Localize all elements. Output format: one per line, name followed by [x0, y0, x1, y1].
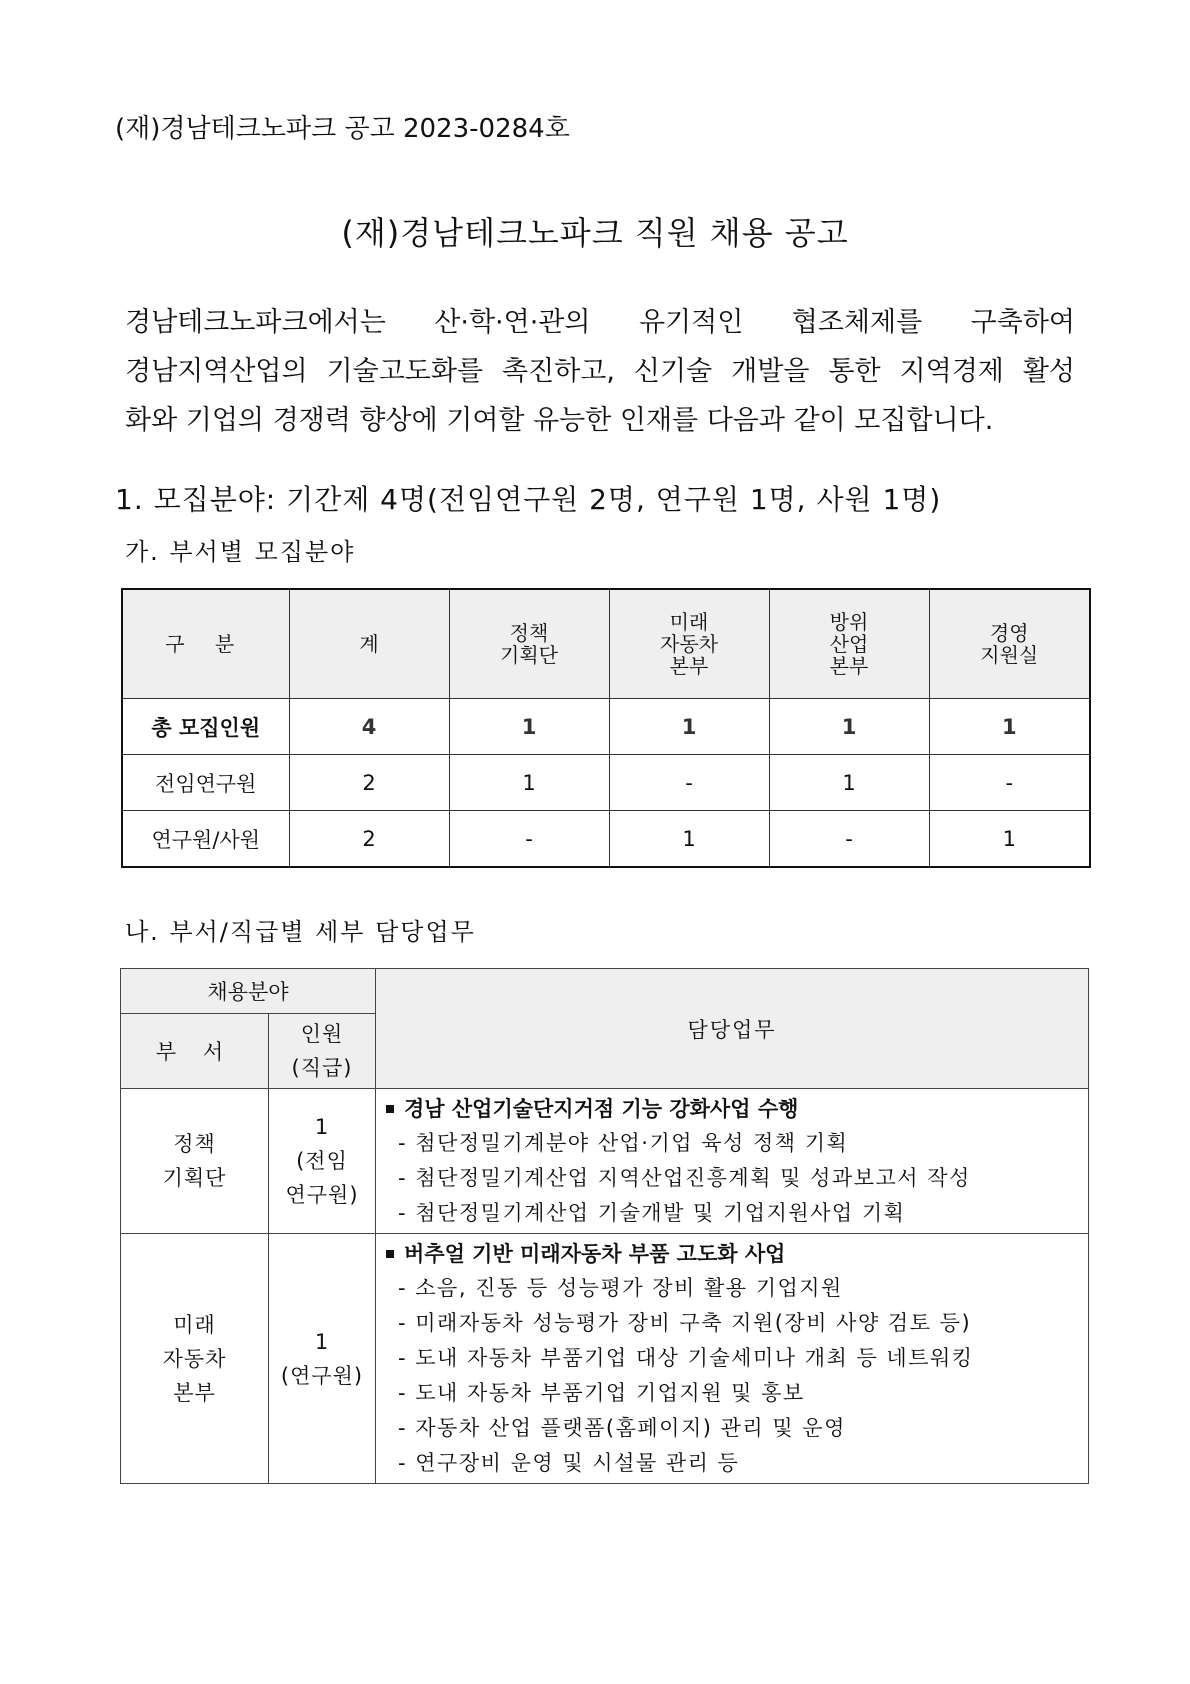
table-cell: 1: [609, 811, 769, 868]
table-row: [122, 699, 1090, 755]
duty-title-text: 버추얼 기반 미래자동차 부품 고도화 사업: [404, 1242, 786, 1266]
header-cell: 경영 지원실: [929, 589, 1090, 699]
section-heading: 1. 모집분야: 기간제 4명(전임연구원 2명, 연구원 1명, 사원 1명): [115, 483, 942, 516]
page-title: (재)경남테크노파크 직원 채용 공고: [341, 214, 849, 252]
header-cell: 방위 산업 본부: [769, 589, 929, 699]
table-cell: -: [449, 811, 609, 868]
recruitment-table: [121, 588, 1091, 868]
header-cell-group: 채용분야: [121, 969, 376, 1014]
subsection-heading-b: 나. 부서/직급별 세부 담당업무: [125, 918, 476, 946]
table-header-row: [121, 969, 1089, 1014]
duty-cell: [376, 1089, 1089, 1234]
list-item: - 첨단정밀기계분야 산업·기업 육성 정책 기획: [398, 1131, 849, 1155]
header-cell-person: 인원 (직급): [269, 1014, 376, 1089]
table-cell: 전임연구원: [122, 755, 289, 811]
list-item: - 첨단정밀기계산업 지역산업진흥계획 및 성과보고서 작성: [398, 1166, 971, 1190]
table-cell: 1: [609, 699, 769, 755]
notice-number: (재)경남테크노파크 공고 2023-0284호: [115, 114, 570, 144]
header-cell-dept: 부 서: [121, 1014, 269, 1089]
duty-title: [386, 1093, 1088, 1126]
person-cell: 1 (전임 연구원): [269, 1089, 376, 1234]
table-cell: -: [769, 811, 929, 868]
table-row: [122, 811, 1090, 868]
list-item: - 소음, 진동 등 성능평가 장비 활용 기업지원: [398, 1276, 843, 1300]
list-item: - 도내 자동차 부품기업 대상 기술세미나 개최 등 네트워킹: [398, 1346, 974, 1370]
table-cell: 1: [769, 699, 929, 755]
list-item: - 미래자동차 성능평가 장비 구축 지원(장비 사양 검토 등): [398, 1311, 972, 1335]
table-cell: 2: [289, 755, 449, 811]
table-cell: -: [929, 755, 1090, 811]
table-row: [122, 755, 1090, 811]
table-header-row: [122, 589, 1090, 699]
header-cell: 정책 기획단: [449, 589, 609, 699]
dept-cell: 미래 자동차 본부: [121, 1234, 269, 1484]
subsection-heading-a: 가. 부서별 모집분야: [125, 538, 356, 566]
dept-cell: 정책 기획단: [121, 1089, 269, 1234]
header-cell: 계: [289, 589, 449, 699]
table-cell: -: [609, 755, 769, 811]
list-item: - 첨단정밀기계산업 기술개발 및 기업지원사업 기획: [398, 1201, 906, 1225]
table-cell: 2: [289, 811, 449, 868]
person-cell: 1 (연구원): [269, 1234, 376, 1484]
duty-title-text: 경남 산업기술단지거점 기능 강화사업 수행: [404, 1097, 799, 1121]
intro-line: 경남테크노파크에서는 산·학·연·관의 유기적인 협조체제를 구축하여: [125, 307, 1075, 338]
table-cell: 1: [449, 699, 609, 755]
square-bullet-icon: [386, 1250, 394, 1258]
duty-table: [120, 968, 1089, 1484]
header-cell-duty: 담당업무: [376, 969, 1089, 1089]
table-cell: 1: [929, 811, 1090, 868]
header-cell: 구 분: [122, 589, 289, 699]
intro-paragraph: [125, 298, 1075, 445]
table-cell: 1: [449, 755, 609, 811]
square-bullet-icon: [386, 1105, 394, 1113]
table-row: [121, 1089, 1089, 1234]
list-item: - 도내 자동차 부품기업 기업지원 및 홍보: [398, 1381, 805, 1405]
table-cell: 총 모집인원: [122, 699, 289, 755]
duty-title: [386, 1238, 1088, 1271]
list-item: - 자동차 산업 플랫폼(홈페이지) 관리 및 운영: [398, 1416, 846, 1440]
duty-cell: [376, 1234, 1089, 1484]
table-cell: 1: [769, 755, 929, 811]
table-cell: 1: [929, 699, 1090, 755]
intro-line: 화와 기업의 경쟁력 향상에 기여할 유능한 인재를 다음과 같이 모집합니다.: [125, 405, 994, 436]
table-cell: 연구원/사원: [122, 811, 289, 868]
list-item: - 연구장비 운영 및 시설물 관리 등: [398, 1451, 740, 1475]
intro-line: 경남지역산업의 기술고도화를 촉진하고, 신기술 개발을 통한 지역경제 활성: [125, 356, 1075, 387]
table-row: [121, 1234, 1089, 1484]
table-cell: 4: [289, 699, 449, 755]
header-cell: 미래 자동차 본부: [609, 589, 769, 699]
